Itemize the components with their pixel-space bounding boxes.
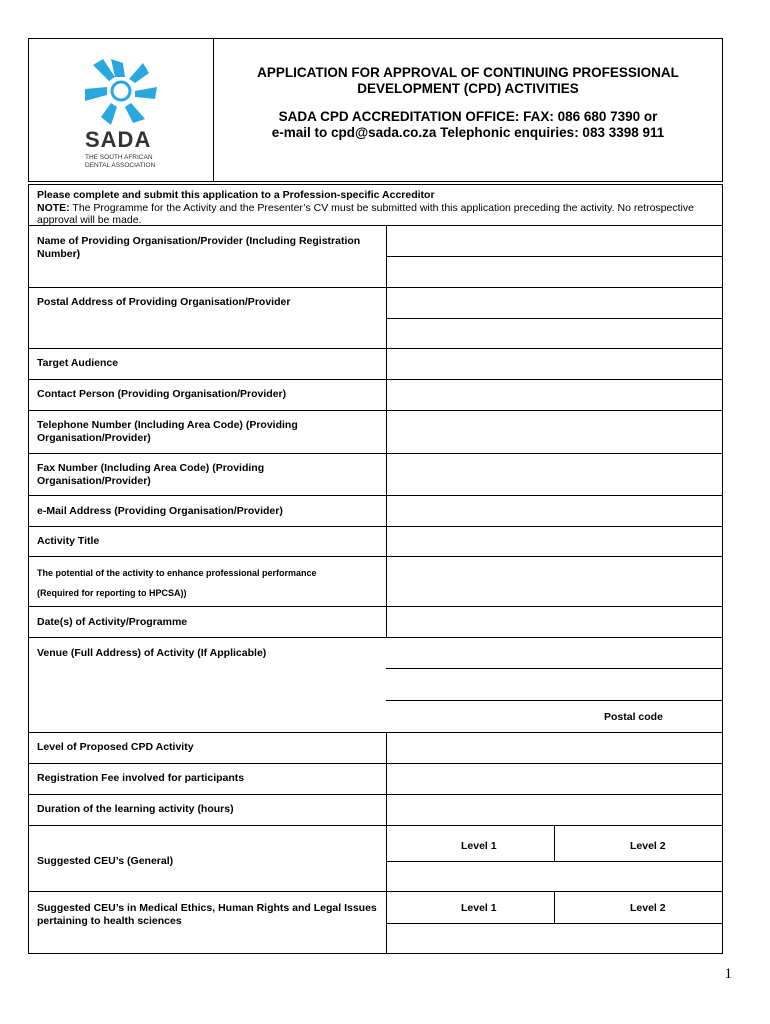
label-fax: Fax Number (Including Area Code) (Providing Organisation/Provider) [37, 462, 265, 487]
label-fee: Registration Fee involved for participants [37, 772, 245, 784]
label-email: e-Mail Address (Providing Organisation/Provider) [37, 505, 283, 517]
label-level: Level of Proposed CPD Activity [37, 741, 194, 753]
label-venue: Venue (Full Address) of Activity (If Applicable) [37, 647, 267, 659]
label-dates: Date(s) of Activity/Programme [37, 616, 188, 628]
label-ceu-ethics: Suggested CEU’s in Medical Ethics, Human Rights and Legal Issues pertaining to health sciences [37, 902, 377, 927]
logo-subtitle-2: DENTAL ASSOCIATION [85, 162, 156, 169]
form-title-line2: DEVELOPMENT (CPD) ACTIVITIES [357, 81, 579, 96]
header-title-box [213, 38, 723, 182]
logo-name: SADA [85, 127, 152, 152]
label-postal-address: Postal Address of Providing Organisation/Provider [37, 296, 291, 308]
label-postal-code: Postal code [604, 711, 663, 723]
label-telephone: Telephone Number (Including Area Code) (Providing Organisation/Provider) [37, 419, 298, 444]
note-label: NOTE: [37, 201, 70, 214]
intro-line1: Please complete and submit this application to a Profession-specific Accreditor [37, 189, 435, 201]
label-ceu-general: Suggested CEU’s (General) [37, 855, 174, 867]
label-activity-title: Activity Title [37, 535, 100, 547]
label-ceu-general-level2: Level 2 [630, 840, 666, 852]
label-ceu-general-level1: Level 1 [461, 840, 497, 852]
label-ceu-ethics-level1: Level 1 [461, 902, 497, 914]
label-potential: The potential of the activity to enhance professional performance [37, 568, 317, 578]
page-number: 1 [724, 966, 732, 982]
logo-subtitle-1: THE SOUTH AFRICAN [85, 154, 153, 161]
note-text: The Programme for the Activity and the Presenter’s CV must be submitted with this application preceding the activity. No retrospective approval will be made. [37, 201, 694, 226]
office-line1: SADA CPD ACCREDITATION OFFICE: FAX: 086 680 7390 or [278, 109, 658, 124]
cpd-application-form [28, 184, 723, 954]
label-contact-person: Contact Person (Providing Organisation/Provider) [37, 388, 287, 400]
label-target-audience: Target Audience [37, 357, 119, 369]
label-ceu-ethics-level2: Level 2 [630, 902, 666, 914]
intro-text [37, 189, 717, 227]
office-line2: e-mail to cpd@sada.co.za Telephonic enquiries: 083 3398 911 [271, 125, 665, 140]
sada-logo-icon [81, 55, 161, 127]
label-potential-note: (Required for reporting to HPCSA)) [37, 588, 187, 598]
label-provider-name: Name of Providing Organisation/Provider (Including Registration Number) [37, 235, 361, 260]
header-logo-box [28, 38, 214, 182]
form-title-line1: APPLICATION FOR APPROVAL OF CONTINUING PROFESSIONAL [257, 65, 679, 80]
label-duration: Duration of the learning activity (hours) [37, 803, 234, 815]
